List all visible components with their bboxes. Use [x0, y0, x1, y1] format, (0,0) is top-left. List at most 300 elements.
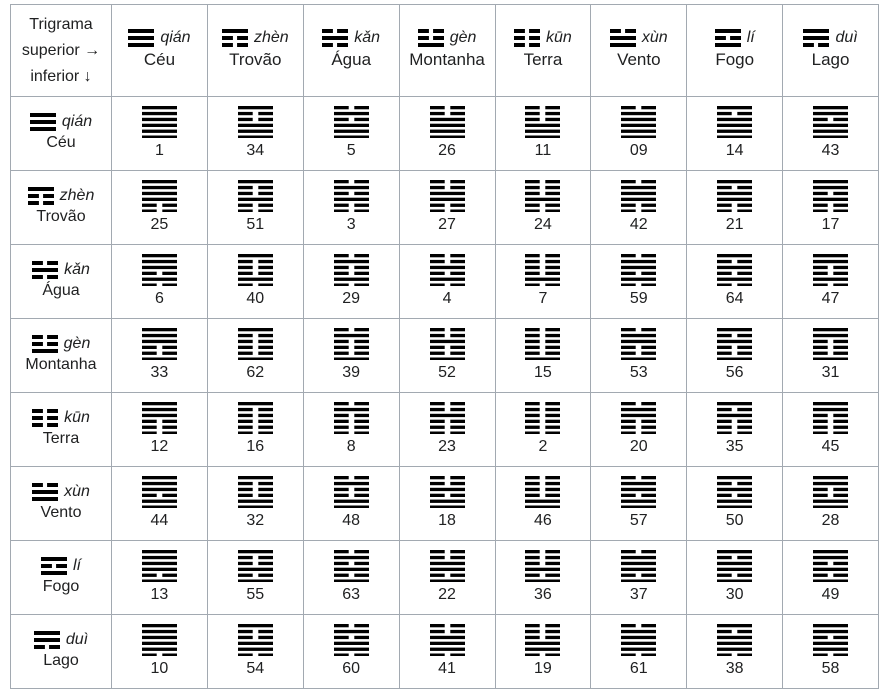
- yin-line-segment: [238, 345, 253, 348]
- yang-line: [142, 328, 177, 331]
- yin-line-segment: [142, 209, 157, 212]
- yang-line: [430, 265, 465, 268]
- yin-line-segment: [450, 419, 465, 422]
- yang-line: [813, 357, 848, 360]
- yin-line-segment: [642, 419, 657, 422]
- yin-line-segment: [238, 265, 253, 268]
- yang-line: [813, 277, 848, 280]
- yang-line: [238, 647, 273, 650]
- yin-line-segment: [525, 481, 540, 484]
- yin-line-segment: [43, 194, 54, 198]
- yin-line-segment: [334, 425, 349, 428]
- hexagram-icon: [334, 476, 369, 509]
- yin-line-segment: [546, 402, 561, 405]
- yin-line-segment: [813, 265, 828, 268]
- yang-line: [334, 357, 369, 360]
- yin-line-segment: [430, 624, 445, 627]
- yang-line: [717, 487, 752, 490]
- yin-line-segment: [334, 328, 349, 331]
- yin-line-segment: [430, 481, 445, 484]
- yang-line: [238, 476, 273, 479]
- yang-line: [813, 333, 848, 336]
- hexagram-number: 40: [246, 290, 265, 308]
- yang-line: [334, 259, 369, 262]
- yang-line: [430, 567, 465, 570]
- yin-line-segment: [546, 328, 561, 331]
- yang-line: [621, 635, 656, 638]
- hexagram-cell: [112, 319, 208, 393]
- yin-line-segment: [142, 345, 157, 348]
- hexagram-number: 58: [821, 660, 840, 678]
- hexagram-icon: [142, 180, 177, 213]
- yang-line: [142, 555, 177, 558]
- trigram-icon: [34, 631, 60, 649]
- yang-line: [430, 561, 465, 564]
- yin-line-segment: [621, 271, 636, 274]
- yin-line-segment: [430, 283, 445, 286]
- yin-line-segment: [238, 413, 253, 416]
- hexagram-cell: [495, 541, 591, 615]
- yang-line: [525, 579, 560, 582]
- yin-line-segment: [258, 203, 273, 206]
- trigram-icon: [32, 261, 58, 279]
- yin-line-segment: [450, 180, 465, 183]
- yang-line: [238, 328, 273, 331]
- yin-line-segment: [162, 573, 177, 576]
- yin-line-segment: [525, 635, 540, 638]
- upper-trigram-name: Céu: [143, 49, 176, 69]
- yin-line-segment: [450, 185, 465, 188]
- yin-line-segment: [47, 275, 58, 279]
- yang-line: [717, 499, 752, 502]
- yang-line: [32, 349, 58, 353]
- yin-line-segment: [430, 629, 445, 632]
- yin-line-segment: [546, 487, 561, 490]
- yin-line-segment: [238, 339, 253, 342]
- yin-line-segment: [546, 203, 561, 206]
- hexagram-number: 32: [246, 512, 265, 530]
- yang-line: [717, 265, 752, 268]
- yin-line-segment: [525, 431, 540, 434]
- yin-line-segment: [737, 283, 752, 286]
- yin-line-segment: [813, 209, 828, 212]
- yang-line: [430, 117, 465, 120]
- yin-line-segment: [430, 111, 445, 114]
- yin-line-segment: [525, 333, 540, 336]
- yin-line-segment: [47, 342, 58, 346]
- hexagram-cell: [112, 97, 208, 171]
- yin-line-segment: [334, 402, 349, 405]
- yin-line-segment: [525, 476, 540, 479]
- yin-line-segment: [621, 203, 636, 206]
- yang-line: [813, 185, 848, 188]
- yang-line: [238, 499, 273, 502]
- upper-trigram-name: Montanha: [409, 49, 485, 69]
- hexagram-cell: [399, 467, 495, 541]
- yin-line-segment: [258, 111, 273, 114]
- lower-trigram-romanization: xùn: [64, 482, 90, 500]
- yang-line: [142, 265, 177, 268]
- yang-line: [621, 641, 656, 644]
- hexagram-icon: [334, 106, 369, 139]
- yin-line-segment: [450, 259, 465, 262]
- yin-line-segment: [525, 413, 540, 416]
- yin-line-segment: [354, 431, 369, 434]
- yang-line: [813, 624, 848, 627]
- hexagram-cell: [207, 615, 303, 689]
- yin-line-segment: [546, 550, 561, 553]
- yin-line-segment: [238, 351, 253, 354]
- yang-line: [621, 111, 656, 114]
- yin-line-segment: [354, 351, 369, 354]
- yin-line-segment: [813, 419, 828, 422]
- yin-line-segment: [258, 555, 273, 558]
- yin-line-segment: [258, 653, 273, 656]
- hexagram-cell: [303, 615, 399, 689]
- yang-line: [430, 579, 465, 582]
- yin-line-segment: [450, 402, 465, 405]
- yang-line: [142, 624, 177, 627]
- yin-line-segment: [238, 283, 253, 286]
- yin-line-segment: [142, 283, 157, 286]
- yin-line-segment: [621, 653, 636, 656]
- upper-trigram-romanization: lí: [746, 28, 755, 46]
- hexagram-cell: [303, 393, 399, 467]
- yin-line-segment: [334, 345, 349, 348]
- hexagram-number: 35: [725, 438, 744, 456]
- yin-line-segment: [546, 481, 561, 484]
- yin-line-segment: [529, 29, 540, 33]
- yin-line-segment: [813, 339, 828, 342]
- lower-trigram-romanization: qián: [61, 112, 93, 130]
- yin-line-segment: [142, 203, 157, 206]
- hexagram-number: 11: [534, 142, 552, 160]
- yang-line: [334, 499, 369, 502]
- yin-line-segment: [621, 573, 636, 576]
- yang-line: [142, 487, 177, 490]
- trigram-icon: [41, 557, 67, 575]
- yin-line-segment: [546, 185, 561, 188]
- yin-line-segment: [430, 328, 445, 331]
- yang-line: [334, 647, 369, 650]
- yin-line-segment: [833, 271, 848, 274]
- yin-line-segment: [450, 493, 465, 496]
- yin-line-segment: [238, 419, 253, 422]
- yang-line: [621, 197, 656, 200]
- hexagram-cell: [591, 615, 687, 689]
- yang-line: [334, 567, 369, 570]
- yang-line: [717, 191, 752, 194]
- yin-line-segment: [546, 271, 561, 274]
- yin-line-segment: [354, 283, 369, 286]
- hexagram-cell: [112, 615, 208, 689]
- yin-line-segment: [162, 203, 177, 206]
- yin-line-segment: [430, 407, 445, 410]
- yang-line: [32, 490, 58, 494]
- hexagram-cell: [591, 467, 687, 541]
- yin-line-segment: [258, 635, 273, 638]
- lower-trigram-name: Vento: [40, 503, 82, 521]
- yin-line-segment: [621, 493, 636, 496]
- hexagram-icon: [621, 402, 656, 435]
- yin-line-segment: [642, 476, 657, 479]
- col-header: [591, 5, 687, 97]
- trigram-icon: [32, 409, 58, 427]
- upper-trigram-symbol-row: [591, 29, 686, 47]
- yang-line: [717, 476, 752, 479]
- hexagram-cell: [687, 171, 783, 245]
- yin-line-segment: [334, 413, 349, 416]
- hexagram-cell: [495, 171, 591, 245]
- hexagram-icon: [717, 476, 752, 509]
- yin-line-segment: [625, 29, 636, 33]
- yang-line: [813, 135, 848, 138]
- upper-trigram-name: Lago: [811, 49, 850, 69]
- yin-line-segment: [237, 36, 248, 40]
- upper-trigram-romanization: xùn: [641, 28, 668, 46]
- hexagram-icon: [717, 550, 752, 583]
- yin-line-segment: [354, 271, 369, 274]
- yin-line-segment: [450, 550, 465, 553]
- yin-line-segment: [238, 561, 253, 564]
- yang-line: [142, 635, 177, 638]
- yin-line-segment: [833, 191, 848, 194]
- hexagram-icon: [621, 254, 656, 287]
- hexagram-cell: [687, 319, 783, 393]
- trigram-icon: [514, 29, 540, 47]
- yin-line-segment: [525, 629, 540, 632]
- hexagram-cell: [783, 319, 879, 393]
- yin-line-segment: [142, 351, 157, 354]
- yin-line-segment: [621, 283, 636, 286]
- yang-line: [334, 579, 369, 582]
- yin-line-segment: [833, 339, 848, 342]
- yang-line: [621, 277, 656, 280]
- yin-line-segment: [546, 333, 561, 336]
- yin-line-segment: [514, 29, 525, 33]
- yang-line: [717, 505, 752, 508]
- yin-line-segment: [621, 328, 636, 331]
- yin-line-segment: [737, 629, 752, 632]
- yang-line: [717, 197, 752, 200]
- yin-line-segment: [813, 283, 828, 286]
- yin-line-segment: [833, 635, 848, 638]
- hexagram-number: 29: [342, 290, 361, 308]
- hexagram-icon: [621, 550, 656, 583]
- upper-trigram-romanization: kǎn: [354, 28, 381, 46]
- yin-line-segment: [450, 573, 465, 576]
- yang-line: [621, 505, 656, 508]
- yin-line-segment: [833, 345, 848, 348]
- yin-line-segment: [450, 555, 465, 558]
- upper-trigram-name: Terra: [523, 49, 563, 69]
- yin-line-segment: [813, 561, 828, 564]
- col-header: [207, 5, 303, 97]
- yin-line-segment: [450, 629, 465, 632]
- yang-line: [717, 339, 752, 342]
- hexagram-number: 57: [629, 512, 648, 530]
- row-header: [11, 467, 112, 541]
- yin-line-segment: [546, 476, 561, 479]
- yin-line-segment: [334, 573, 349, 576]
- hexagram-cell: [591, 319, 687, 393]
- hexagram-number: 52: [438, 364, 456, 382]
- yin-line-segment: [258, 419, 273, 422]
- yang-line: [238, 129, 273, 132]
- yin-line-segment: [354, 180, 369, 183]
- yin-line-segment: [354, 191, 369, 194]
- yin-line-segment: [546, 283, 561, 286]
- yin-line-segment: [525, 283, 540, 286]
- yin-line-segment: [642, 550, 657, 553]
- yin-line-segment: [32, 483, 43, 487]
- yin-line-segment: [813, 425, 828, 428]
- yin-line-segment: [833, 283, 848, 286]
- hexagram-cell: [495, 467, 591, 541]
- yin-line-segment: [546, 629, 561, 632]
- col-header: [303, 5, 399, 97]
- yin-line-segment: [737, 185, 752, 188]
- yang-line: [430, 505, 465, 508]
- yang-line: [142, 476, 177, 479]
- yin-line-segment: [258, 265, 273, 268]
- yang-line: [813, 123, 848, 126]
- lower-trigram-name: Fogo: [42, 577, 80, 595]
- table-row: [11, 541, 879, 615]
- yin-line-segment: [258, 629, 273, 632]
- yin-line-segment: [813, 117, 828, 120]
- hexagram-table: [10, 4, 879, 689]
- yin-line-segment: [237, 43, 248, 47]
- yin-line-segment: [354, 561, 369, 564]
- hexagram-icon: [430, 106, 465, 139]
- yin-line-segment: [430, 573, 445, 576]
- yang-line: [621, 185, 656, 188]
- hexagram-number: 22: [438, 586, 456, 604]
- yin-line-segment: [813, 431, 828, 434]
- table-row: [11, 319, 879, 393]
- hexagram-icon: [621, 624, 656, 657]
- yang-line: [238, 357, 273, 360]
- yin-line-segment: [334, 431, 349, 434]
- yin-line-segment: [717, 573, 732, 576]
- hexagram-icon: [142, 550, 177, 583]
- hexagram-number: 55: [246, 586, 265, 604]
- hexagram-number: 16: [246, 438, 265, 456]
- yin-line-segment: [833, 653, 848, 656]
- yin-line-segment: [833, 209, 848, 212]
- yin-line-segment: [717, 431, 732, 434]
- hexagram-number: 54: [246, 660, 265, 678]
- yin-line-segment: [450, 476, 465, 479]
- upper-trigram-romanization: duì: [835, 28, 858, 46]
- hexagram-number: 60: [342, 660, 361, 678]
- upper-trigram-symbol-row: [112, 29, 207, 47]
- yin-line-segment: [450, 271, 465, 274]
- hexagram-cell: [303, 171, 399, 245]
- yang-line: [621, 129, 656, 132]
- yin-line-segment: [546, 117, 561, 120]
- yin-line-segment: [258, 573, 273, 576]
- yang-line: [717, 106, 752, 109]
- yin-line-segment: [258, 481, 273, 484]
- hexagram-number: 17: [821, 216, 840, 234]
- yin-line-segment: [334, 493, 349, 496]
- yang-line: [142, 567, 177, 570]
- yang-line: [621, 333, 656, 336]
- yin-line-segment: [525, 407, 540, 410]
- yin-line-segment: [813, 351, 828, 354]
- yin-line-segment: [238, 653, 253, 656]
- hexagram-number: 28: [821, 512, 840, 530]
- yin-line-segment: [717, 351, 732, 354]
- yin-line-segment: [354, 635, 369, 638]
- yang-line: [813, 106, 848, 109]
- yang-line: [621, 499, 656, 502]
- yin-line-segment: [642, 283, 657, 286]
- yin-line-segment: [717, 555, 732, 558]
- yang-line: [813, 180, 848, 183]
- yang-line: [430, 123, 465, 126]
- yin-line-segment: [430, 402, 445, 405]
- yang-line: [717, 135, 752, 138]
- yin-line-segment: [546, 111, 561, 114]
- hexagram-icon: [621, 328, 656, 361]
- yin-line-segment: [354, 339, 369, 342]
- yang-line: [621, 487, 656, 490]
- yin-line-segment: [813, 493, 828, 496]
- yin-line-segment: [450, 111, 465, 114]
- hexagram-number: 2: [538, 438, 548, 456]
- hexagram-cell: [687, 541, 783, 615]
- yin-line-segment: [737, 481, 752, 484]
- upper-trigram-name: Vento: [617, 49, 661, 69]
- hexagram-cell: [687, 245, 783, 319]
- trigram-icon: [32, 335, 58, 353]
- yin-line-segment: [418, 36, 429, 40]
- yin-line-segment: [642, 328, 657, 331]
- hexagram-icon: [238, 476, 273, 509]
- hexagram-icon: [430, 254, 465, 287]
- lower-trigram-name: Céu: [46, 133, 76, 151]
- yin-line-segment: [525, 402, 540, 405]
- hexagram-number: 15: [534, 364, 552, 382]
- yin-line-segment: [258, 209, 273, 212]
- yin-line-segment: [813, 653, 828, 656]
- yin-line-segment: [334, 624, 349, 627]
- yang-line: [238, 106, 273, 109]
- hexagram-number: 50: [725, 512, 744, 530]
- yin-line-segment: [717, 481, 732, 484]
- yin-line-segment: [525, 185, 540, 188]
- lower-trigram-name: Montanha: [25, 355, 97, 373]
- yin-line-segment: [32, 275, 43, 279]
- yin-line-segment: [717, 333, 732, 336]
- hexagram-cell: [112, 467, 208, 541]
- hexagram-number: 53: [629, 364, 648, 382]
- yin-line-segment: [430, 203, 445, 206]
- yang-line: [813, 111, 848, 114]
- yang-line: [813, 567, 848, 570]
- yin-line-segment: [430, 425, 445, 428]
- hexagram-cell: [207, 319, 303, 393]
- yin-line-segment: [803, 43, 814, 47]
- yin-line-segment: [238, 271, 253, 274]
- yang-line: [142, 180, 177, 183]
- yin-line-segment: [430, 431, 445, 434]
- yang-line: [32, 497, 58, 501]
- yin-line-segment: [354, 265, 369, 268]
